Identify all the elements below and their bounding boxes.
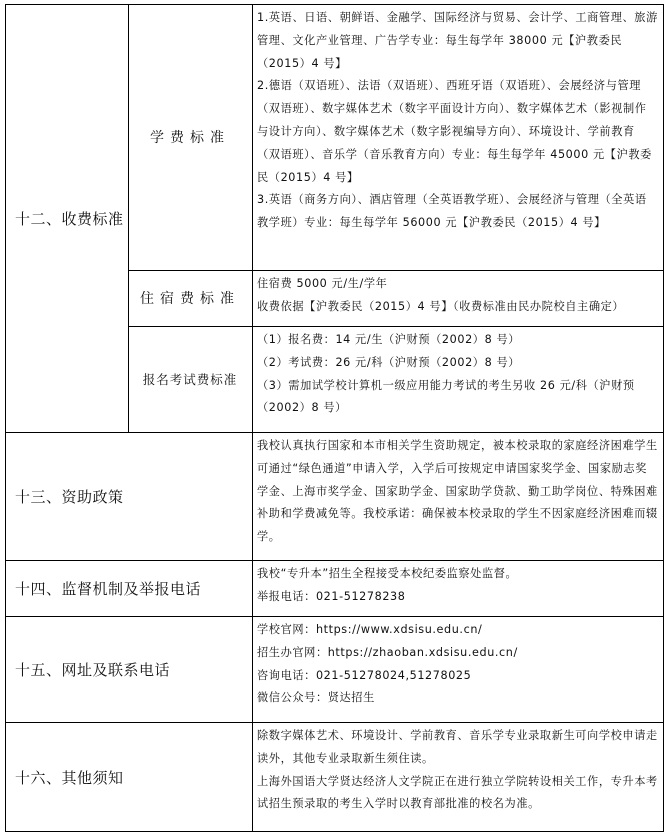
financial-aid-text: 我校认真执行国家和本市相关学生资助规定，被本校录取的家庭经济困难学生可通过“绿色通道”申请入学，入学后可按规定申请国家奖学金、国家励志奖学金、上海市奖学金、国家助学金、国家助学贷款、勤工助学岗位、特殊困难补助和学费减免等。我校承诺：确保被本校录取的学生不因家庭经济困难而辍学。	[257, 439, 658, 544]
tuition-item-1: 1.英语、日语、朝鲜语、金融学、国际经济与贸易、会计学、工商管理、旅游管理、文化产业管理、广告学专业：每生每学年 38000 元【沪教委民（2015）4 号】	[257, 11, 658, 70]
section-title-contact: 十五、网址及联系电话	[15, 660, 171, 679]
other-notes-content	[252, 722, 664, 832]
subsection-label-tuition: 学费标准	[150, 130, 230, 146]
section-title-supervision: 十四、监督机制及举报电话	[15, 579, 202, 598]
table-row-divider	[5, 616, 664, 617]
supervision-content	[252, 560, 664, 616]
admissions-website: 招生办官网：https://zhaoban.xdsisu.edu.cn/	[257, 645, 518, 659]
consult-phone: 咨询电话：021-51278024,51278025	[257, 668, 472, 682]
exam-fee-item-3: （3）需加试学校计算机一级应用能力考试的考生另收 26 元/科（沪财预（2002）8 号）	[257, 378, 635, 415]
table-border-right	[663, 4, 664, 832]
contact-content	[252, 616, 664, 722]
table-row-divider	[5, 722, 664, 723]
wechat-account: 微信公众号：贤达招生	[257, 691, 375, 705]
table-border-bottom	[5, 831, 664, 832]
supervision-text: 我校“专升本”招生全程接受本校纪委监察处监督。	[257, 567, 518, 580]
table-row-divider	[5, 432, 664, 433]
tuition-item-3: 3.英语（商务方向）、酒店管理（全英语教学班）、会展经济与管理（全英语教学班）专业：每生每学年 56000 元【沪教委民（2015）4 号】	[257, 193, 647, 230]
financial-aid-content	[252, 432, 664, 560]
section-title-fees: 十二、收费标准	[15, 209, 124, 228]
exam-fee-content	[252, 326, 664, 432]
other-note-2: 上海外国语大学贤达经济人文学院正在进行独立学院转设相关工作，专升本考试招生预录取的考生入学时以教育部批准的校名为准。	[257, 774, 658, 811]
section-title-financial-aid: 十三、资助政策	[15, 487, 124, 506]
table-border-top	[5, 4, 664, 5]
accommodation-item-2: 收费依据【沪教委民（2015）4 号】（收费标准由民办院校自主确定）	[257, 299, 625, 313]
report-phone: 举报电话：021-51278238	[257, 589, 406, 603]
other-note-1: 除数字媒体艺术、环境设计、学前教育、音乐学专业录取新生可向学校申请走读外，其他专业录取新生须住读。	[257, 729, 658, 765]
tuition-content	[252, 4, 664, 270]
exam-fee-item-1: （1）报名费：14 元/生（沪财预（2002）8 号）	[257, 333, 521, 346]
accommodation-item-1: 住宿费 5000 元/生/学年	[257, 277, 388, 290]
table-border-left	[5, 4, 6, 832]
tuition-item-2: 2.德语（双语班）、法语（双语班）、西班牙语（双语班）、会展经济与管理（双语班）、数字媒体艺术（数字平面设计方向）、数字媒体艺术（影视制作与设计方向）、数字媒体艺术（数字影视编导方向）、环境设计、学前教育（双语班）、音乐学（音乐教育方向）专业：每生每学年 45000 元【沪教委民（2015）4 号】	[257, 79, 652, 184]
table-row-divider	[128, 326, 664, 327]
table-row-divider	[128, 270, 664, 271]
section-title-other-notes: 十六、其他须知	[15, 768, 124, 787]
subsection-label-accommodation: 住宿费标准	[140, 291, 240, 307]
table-divider-content	[252, 4, 253, 832]
table-divider-subsection	[128, 4, 129, 432]
accommodation-content	[252, 270, 664, 326]
school-website: 学校官网：https://www.xdsisu.edu.cn/	[257, 623, 483, 636]
subsection-label-exam-fee: 报名考试费标准	[142, 372, 238, 387]
fee-policy-table	[5, 4, 664, 832]
table-row-divider	[5, 560, 664, 561]
exam-fee-item-2: （2）考试费：26 元/科（沪财预（2002）8 号）	[257, 355, 521, 369]
